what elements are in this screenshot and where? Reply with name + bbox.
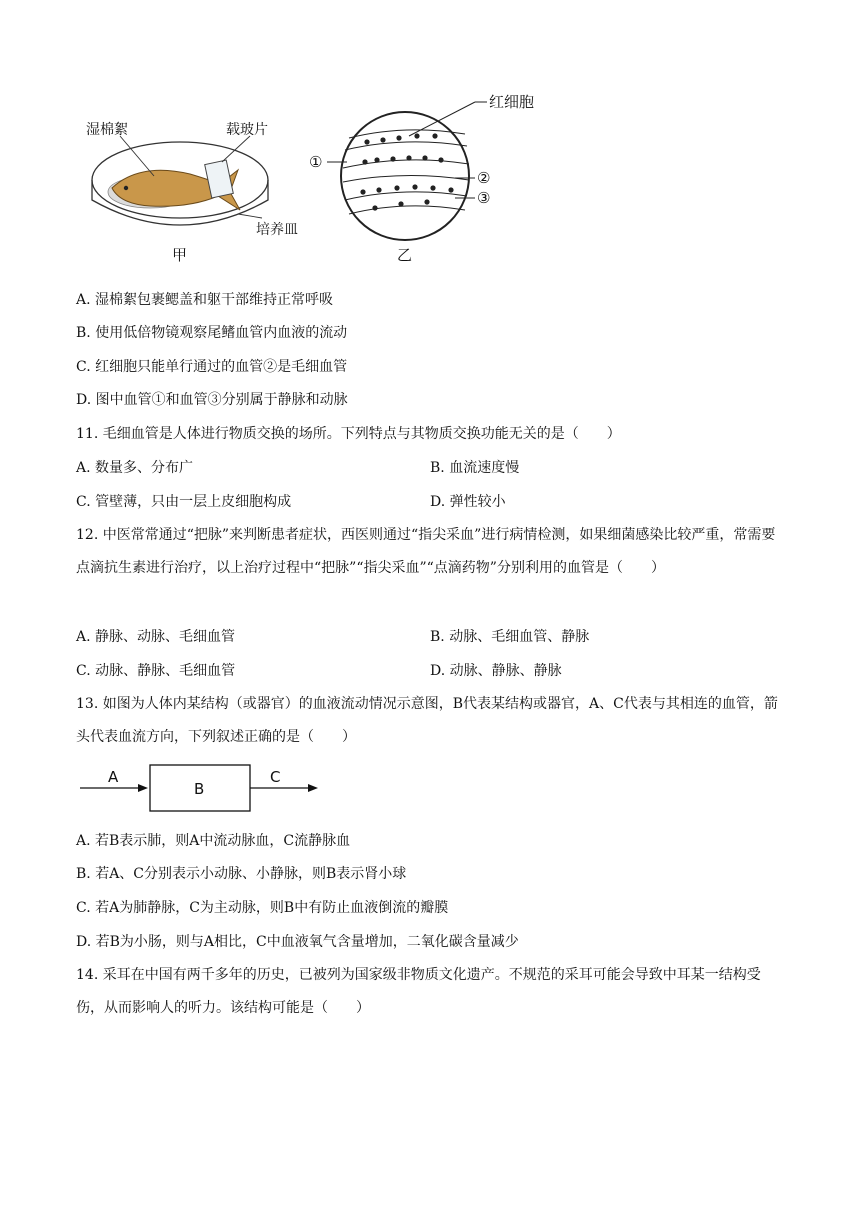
label-b: B <box>194 780 205 798</box>
figure-jia <box>80 110 323 270</box>
mark-2: ② <box>477 169 491 187</box>
q12-stem: 12. 中医常常通过“把脉”来判断患者症状，西医则通过“指尖采血”进行病情检测，如果细菌感染比较严重，常需要点滴抗生素进行治疗，以上治疗过程中“把脉”“指尖采血”“点滴药物”分别利用的血管是（ ） <box>76 527 776 576</box>
arrow-c-head <box>308 784 318 792</box>
q13-stem: 13. 如图为人体内某结构（或器官）的血液流动情况示意图，B代表某结构或器官，A、C代表与其相连的血管，箭头代表血流方向，下列叙述正确的是（ ） <box>76 696 778 745</box>
mark-1: ① <box>309 153 323 171</box>
mark-3: ③ <box>477 189 491 207</box>
leader-slide <box>222 136 250 162</box>
q10-option-a: A. 湿棉絮包裹鳃盖和躯干部维持正常呼吸 <box>76 292 334 308</box>
q11-option-a: A. 数量多、分布广 <box>76 460 194 476</box>
q12-option-c: C. 动脉、静脉、毛细血管 <box>76 663 236 679</box>
arrow-a-head <box>138 784 148 792</box>
caption-jia: 甲 <box>172 246 188 264</box>
q13-option-a: A. 若B表示肺，则A中流动脉血，C流静脉血 <box>76 833 351 849</box>
q12-option-b: B. 动脉、毛细血管、静脉 <box>430 629 590 645</box>
q10-option-c: C. 红细胞只能单行通过的血管②是毛细血管 <box>76 359 348 375</box>
fish-eye <box>124 186 128 190</box>
q12-option-d: D. 动脉、静脉、静脉 <box>430 663 562 679</box>
q13-option-c: C. 若A为肺静脉，C为主动脉，则B中有防止血液倒流的瓣膜 <box>76 900 449 916</box>
label-cotton: 湿棉絮 <box>86 122 128 138</box>
q13-option-b: B. 若A、C分别表示小动脉、小静脉，则B表示肾小球 <box>76 866 407 882</box>
q12-option-a: A. 静脉、动脉、毛细血管 <box>76 629 236 645</box>
label-slide: 载玻片 <box>226 122 268 138</box>
caption-yi: 乙 <box>397 246 413 264</box>
q11-option-c: C. 管壁薄，只由一层上皮细胞构成 <box>76 494 292 510</box>
q11-option-b: B. 血流速度慢 <box>430 460 520 476</box>
label-c: C <box>270 768 281 786</box>
leader-dish <box>238 214 262 218</box>
q14-stem: 14. 采耳在中国有两千多年的历史，已被列为国家级非物质文化遗产。不规范的采耳可能会导致中耳某一结构受伤，从而影响人的听力。该结构可能是（ ） <box>76 967 761 1016</box>
q13-diagram <box>78 760 328 816</box>
label-a: A <box>108 768 119 786</box>
q13-option-d: D. 若B为小肠，则与A相比，C中血液氧气含量增加，二氧化碳含量减少 <box>76 934 519 950</box>
q10-option-d: D. 图中血管①和血管③分别属于静脉和动脉 <box>76 392 348 408</box>
figure-yi <box>305 88 565 266</box>
label-rbc: 红细胞 <box>489 93 535 111</box>
q10-option-b: B. 使用低倍物镜观察尾鳍血管内血液的流动 <box>76 325 348 341</box>
label-dish: 培养皿 <box>256 222 298 238</box>
q11-stem: 11. 毛细血管是人体进行物质交换的场所。下列特点与其物质交换功能无关的是（ ） <box>76 426 621 442</box>
leader-cotton <box>120 136 154 176</box>
q11-option-d: D. 弹性较小 <box>430 494 506 510</box>
